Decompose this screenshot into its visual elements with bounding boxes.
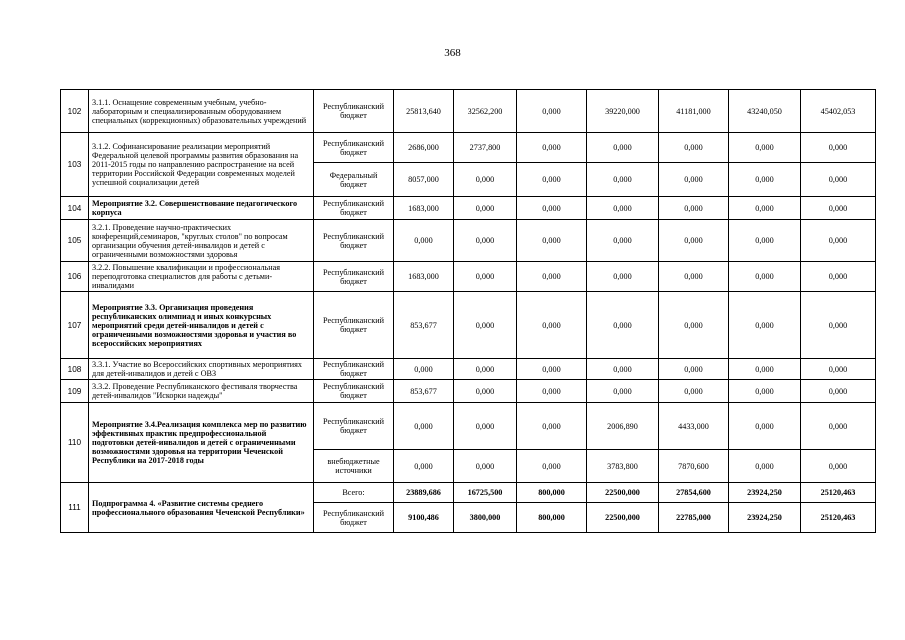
row-number: 109 (61, 380, 89, 403)
amount-cell: 0,000 (517, 262, 587, 292)
row-number: 107 (61, 292, 89, 359)
amount-cell: 0,000 (517, 133, 587, 163)
amount-cell: 0,000 (801, 220, 876, 262)
funding-source: внебюджетные источники (314, 450, 394, 483)
amount-cell: 0,000 (729, 197, 801, 220)
amount-cell: 0,000 (394, 359, 454, 380)
row-number: 103 (61, 133, 89, 197)
amount-cell: 0,000 (729, 163, 801, 197)
funding-source: Республиканский бюджет (314, 503, 394, 533)
funding-source: Республиканский бюджет (314, 133, 394, 163)
amount-cell: 0,000 (801, 359, 876, 380)
amount-cell: 0,000 (801, 163, 876, 197)
row-number: 108 (61, 359, 89, 380)
amount-cell: 0,000 (454, 197, 517, 220)
amount-cell: 0,000 (517, 380, 587, 403)
amount-cell: 0,000 (729, 380, 801, 403)
amount-cell: 0,000 (454, 359, 517, 380)
funding-source: Республиканский бюджет (314, 197, 394, 220)
amount-cell: 0,000 (587, 359, 659, 380)
amount-cell: 0,000 (729, 220, 801, 262)
amount-cell: 0,000 (801, 292, 876, 359)
amount-cell: 27854,600 (659, 483, 729, 503)
amount-cell: 0,000 (517, 90, 587, 133)
amount-cell: 0,000 (729, 359, 801, 380)
amount-cell: 0,000 (394, 403, 454, 450)
amount-cell: 23924,250 (729, 503, 801, 533)
row-description: Мероприятие 3.3. Организация проведения республиканских олимпиад и иных конкурсных мероприятий среди детей-инвалидов и детей с ограниченными возможностями здоровья и участия во всероссийских мероприятиях (89, 292, 314, 359)
amount-cell: 0,000 (801, 450, 876, 483)
amount-cell: 800,000 (517, 503, 587, 533)
amount-cell: 41181,000 (659, 90, 729, 133)
amount-cell: 0,000 (454, 403, 517, 450)
amount-cell: 0,000 (454, 262, 517, 292)
amount-cell: 23889,686 (394, 483, 454, 503)
row-number: 111 (61, 483, 89, 533)
row-description: Мероприятие 3.4.Реализация комплекса мер по развитию эффективных практик предпрофессиональной подготовки детей-инвалидов и детей с ограниченными возможностями здоровья на территории Чеченской Республики на 2017-2018 годы (89, 403, 314, 483)
row-number: 105 (61, 220, 89, 262)
amount-cell: 2006,890 (587, 403, 659, 450)
amount-cell: 0,000 (517, 163, 587, 197)
row-description: 3.1.1. Оснащение современным учебным, учебно-лабораторным и специализированным оборудованием специальных (коррекционных) образовательных учреждений (89, 90, 314, 133)
amount-cell: 1683,000 (394, 197, 454, 220)
amount-cell: 1683,000 (394, 262, 454, 292)
amount-cell: 0,000 (517, 359, 587, 380)
amount-cell: 0,000 (729, 262, 801, 292)
amount-cell: 16725,500 (454, 483, 517, 503)
amount-cell: 0,000 (517, 197, 587, 220)
amount-cell: 0,000 (659, 220, 729, 262)
amount-cell: 0,000 (587, 163, 659, 197)
amount-cell: 0,000 (659, 292, 729, 359)
table-row (61, 220, 876, 262)
amount-cell: 32562,200 (454, 90, 517, 133)
amount-cell: 0,000 (729, 450, 801, 483)
row-description: 3.3.2. Проведение Республиканского фестиваля творчества детей-инвалидов "Искорки надежды" (89, 380, 314, 403)
row-description: 3.3.1. Участие во Всероссийских спортивных мероприятиях для детей-инвалидов и детей с ОВЗ (89, 359, 314, 380)
funding-source: Всего: (314, 483, 394, 503)
amount-cell: 0,000 (801, 262, 876, 292)
amount-cell: 3800,000 (454, 503, 517, 533)
amount-cell: 2737,800 (454, 133, 517, 163)
amount-cell: 22785,000 (659, 503, 729, 533)
amount-cell: 0,000 (517, 220, 587, 262)
row-description: 3.2.2. Повышение квалификации и профессиональная переподготовка специалистов для работы с детьми-инвалидами (89, 262, 314, 292)
budget-table (60, 89, 876, 533)
amount-cell: 8057,000 (394, 163, 454, 197)
amount-cell: 22500,000 (587, 483, 659, 503)
table-row (61, 90, 876, 133)
table-row (61, 380, 876, 403)
amount-cell: 0,000 (454, 292, 517, 359)
amount-cell: 0,000 (517, 450, 587, 483)
row-number: 106 (61, 262, 89, 292)
amount-cell: 0,000 (587, 133, 659, 163)
amount-cell: 0,000 (587, 292, 659, 359)
table-row (61, 262, 876, 292)
amount-cell: 0,000 (729, 292, 801, 359)
amount-cell: 0,000 (801, 133, 876, 163)
amount-cell: 0,000 (801, 380, 876, 403)
row-description: Мероприятие 3.2. Совершенствование педагогического корпуса (89, 197, 314, 220)
amount-cell: 853,677 (394, 292, 454, 359)
amount-cell: 43240,050 (729, 90, 801, 133)
funding-source: Республиканский бюджет (314, 359, 394, 380)
table-row (61, 197, 876, 220)
amount-cell: 0,000 (659, 133, 729, 163)
amount-cell: 9100,486 (394, 503, 454, 533)
funding-source: Республиканский бюджет (314, 380, 394, 403)
amount-cell: 7870,600 (659, 450, 729, 483)
row-description: Подпрограмма 4. «Развитие системы среднего профессионального образования Чеченской Республики» (89, 483, 314, 533)
amount-cell: 0,000 (587, 197, 659, 220)
funding-source: Республиканский бюджет (314, 220, 394, 262)
amount-cell: 25120,463 (801, 503, 876, 533)
table-row (61, 403, 876, 450)
table-row (61, 133, 876, 163)
amount-cell: 0,000 (801, 403, 876, 450)
amount-cell: 39220,000 (587, 90, 659, 133)
amount-cell: 25813,640 (394, 90, 454, 133)
amount-cell: 0,000 (659, 197, 729, 220)
amount-cell: 0,000 (394, 220, 454, 262)
amount-cell: 0,000 (517, 292, 587, 359)
amount-cell: 25120,463 (801, 483, 876, 503)
funding-source: Республиканский бюджет (314, 262, 394, 292)
funding-source: Республиканский бюджет (314, 403, 394, 450)
amount-cell: 22500,000 (587, 503, 659, 533)
page-number: 368 (444, 47, 461, 59)
amount-cell: 0,000 (587, 262, 659, 292)
amount-cell: 0,000 (517, 403, 587, 450)
amount-cell: 800,000 (517, 483, 587, 503)
table-row (61, 359, 876, 380)
amount-cell: 853,677 (394, 380, 454, 403)
funding-source: Республиканский бюджет (314, 292, 394, 359)
table-row (61, 292, 876, 359)
amount-cell: 3783,800 (587, 450, 659, 483)
row-number: 102 (61, 90, 89, 133)
amount-cell: 0,000 (587, 380, 659, 403)
amount-cell: 0,000 (454, 450, 517, 483)
amount-cell: 2686,000 (394, 133, 454, 163)
amount-cell: 0,000 (659, 359, 729, 380)
table-row (61, 483, 876, 503)
amount-cell: 0,000 (729, 403, 801, 450)
amount-cell: 0,000 (659, 380, 729, 403)
amount-cell: 0,000 (394, 450, 454, 483)
amount-cell: 0,000 (659, 163, 729, 197)
amount-cell: 4433,000 (659, 403, 729, 450)
row-number: 110 (61, 403, 89, 483)
funding-source: Республиканский бюджет (314, 90, 394, 133)
funding-source: Федеральный бюджет (314, 163, 394, 197)
row-number: 104 (61, 197, 89, 220)
row-description: 3.1.2. Софинансирование реализации мероприятий Федеральной целевой программы развития образования на 2011-2015 годы по направлению распространение на всей территории Российской Федерации современных моделей успешной социализации детей (89, 133, 314, 197)
amount-cell: 0,000 (454, 163, 517, 197)
amount-cell: 0,000 (801, 197, 876, 220)
amount-cell: 0,000 (454, 380, 517, 403)
amount-cell: 0,000 (729, 133, 801, 163)
row-description: 3.2.1. Проведение научно-практических конференций,семинаров, "круглых столов" по вопросам организации обучения детей-инвалидов и детей с ограниченными возможностями здоровья (89, 220, 314, 262)
amount-cell: 0,000 (659, 262, 729, 292)
amount-cell: 0,000 (587, 220, 659, 262)
amount-cell: 23924,250 (729, 483, 801, 503)
amount-cell: 45402,053 (801, 90, 876, 133)
amount-cell: 0,000 (454, 220, 517, 262)
